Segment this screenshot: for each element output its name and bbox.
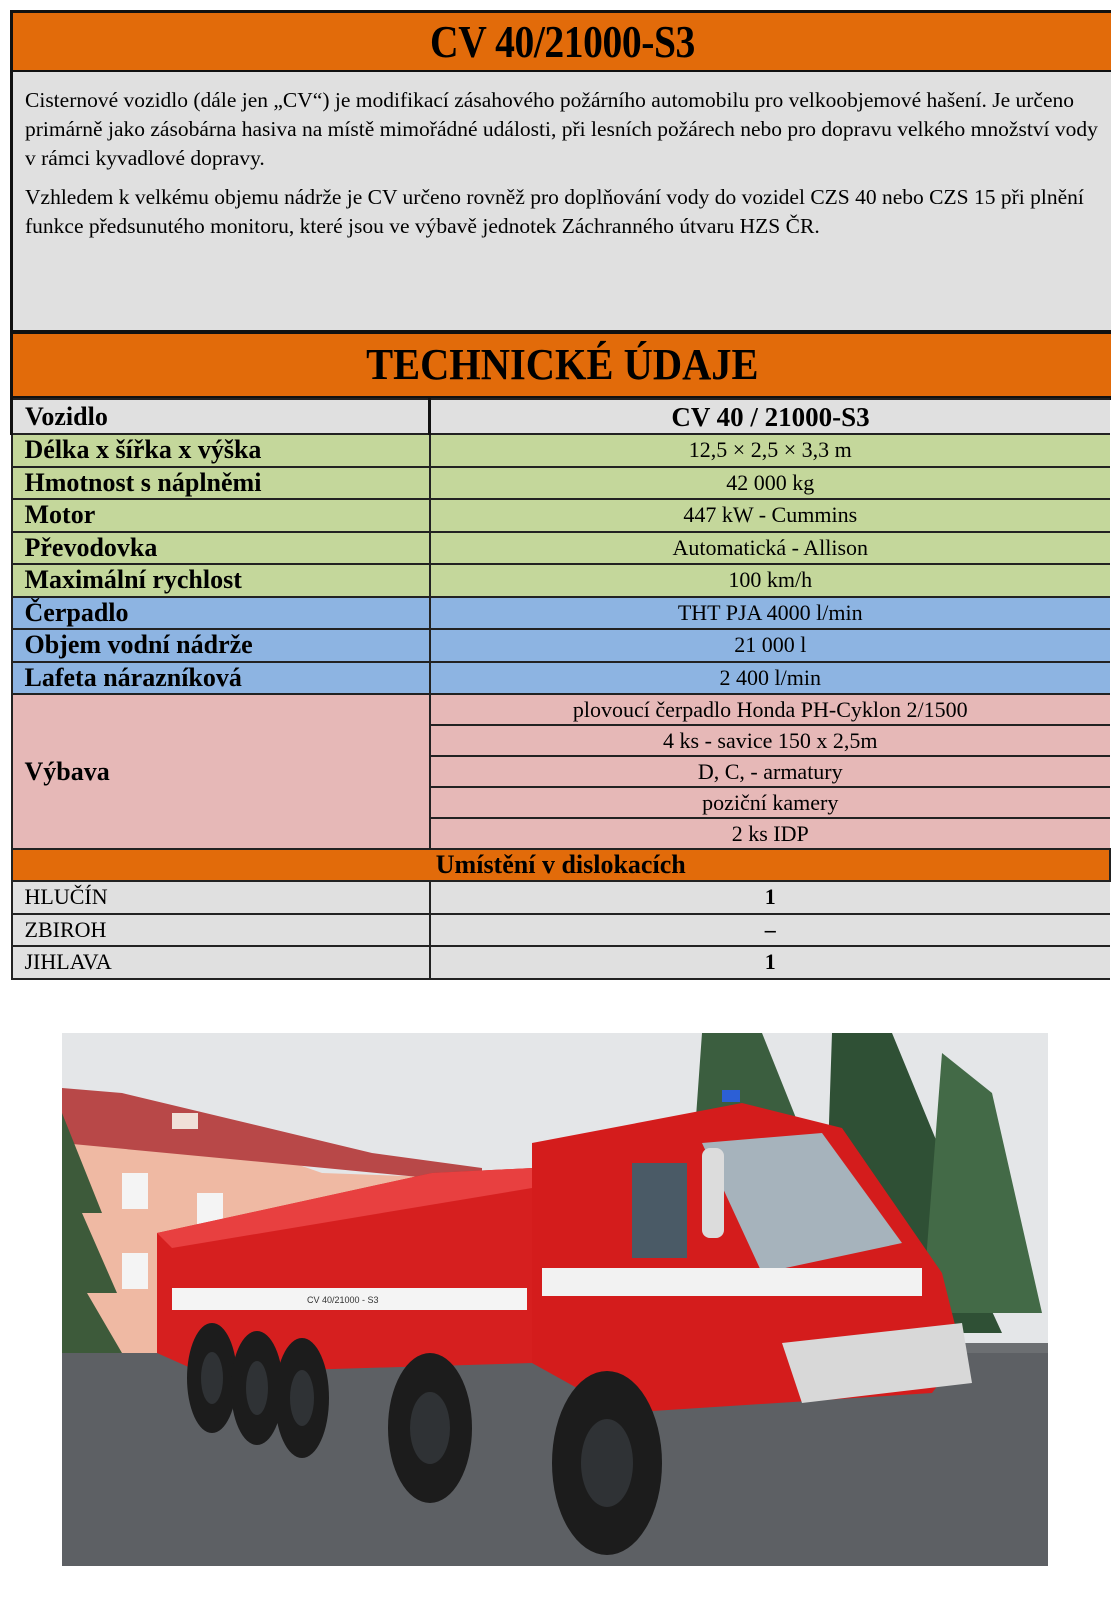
table-row	[12, 662, 1111, 695]
intro-section	[10, 72, 1111, 332]
equipment-item: plovoucí čerpadlo Honda PH-Cyklon 2/1500	[430, 694, 1111, 725]
table-row-vehicle	[12, 399, 1111, 434]
spec-value: 447 kW - Cummins	[430, 499, 1111, 532]
spec-value: CV 40 / 21000-S3	[430, 399, 1111, 434]
spec-value: Automatická - Allison	[430, 532, 1111, 565]
table-row	[12, 467, 1111, 500]
spec-value: 2 400 l/min	[430, 662, 1111, 695]
location-count: 1	[430, 946, 1111, 979]
intro-paragraph-2: Vzhledem k velkému objemu nádrže je CV určeno rovněž pro doplňování vody do vozidel CZS 40 nebo CZS 15 při plnění funkce předsunutého monitoru, které jsou ve výbavě jednotek Záchranného útvaru HZS ČR.	[25, 185, 1084, 238]
spec-value: 21 000 l	[430, 629, 1111, 662]
table-row	[12, 499, 1111, 532]
table-row-equipment	[12, 694, 1111, 725]
table-row-location	[12, 914, 1111, 947]
locations-heading-row	[12, 849, 1111, 881]
equipment-label: Výbava	[12, 694, 430, 849]
equipment-item: 4 ks - savice 150 x 2,5m	[430, 725, 1111, 756]
location-name: ZBIROH	[12, 914, 430, 947]
table-row	[12, 597, 1111, 630]
fire-truck-photo	[62, 1033, 1048, 1566]
spec-value: THT PJA 4000 l/min	[430, 597, 1111, 630]
spec-label: Vozidlo	[12, 399, 430, 434]
specs-table	[10, 398, 1111, 980]
truck-side-label: CV 40/21000 - S3	[307, 1295, 379, 1305]
table-row-location	[12, 946, 1111, 979]
spec-label: Lafeta nárazníková	[12, 662, 430, 695]
table-row	[12, 629, 1111, 662]
table-row-location	[12, 881, 1111, 914]
location-name: JIHLAVA	[12, 946, 430, 979]
table-row	[12, 434, 1111, 467]
spec-label: Maximální rychlost	[12, 564, 430, 597]
location-count: 1	[430, 881, 1111, 914]
intro-paragraph-1: Cisternové vozidlo (dále jen „CV“) je modifikací zásahového požárního automobilu pro velkoobjemové hašení. Je určeno primárně jako zásobárna hasiva na místě mimořádné události, při lesních požárech nebo pro dopravu velkého množství vody v rámci kyvadlové dopravy.	[25, 88, 1098, 170]
spec-label: Délka x šířka x výška	[12, 434, 430, 467]
spec-value: 42 000 kg	[430, 467, 1111, 500]
spec-label: Čerpadlo	[12, 597, 430, 630]
table-row	[12, 532, 1111, 565]
spec-label: Motor	[12, 499, 430, 532]
spec-label: Objem vodní nádrže	[12, 629, 430, 662]
title-bar	[10, 10, 1111, 73]
spec-label: Převodovka	[12, 532, 430, 565]
equipment-item: 2 ks IDP	[430, 818, 1111, 849]
table-row	[12, 564, 1111, 597]
tech-heading: TECHNICKÉ ÚDAJE	[365, 340, 759, 389]
tech-heading-bar	[10, 330, 1111, 400]
equipment-item: poziční kamery	[430, 787, 1111, 818]
spec-value: 12,5 × 2,5 × 3,3 m	[430, 434, 1111, 467]
spec-label: Hmotnost s náplněmi	[12, 467, 430, 500]
equipment-item: D, C, - armatury	[430, 756, 1111, 787]
location-name: HLUČÍN	[12, 881, 430, 914]
locations-heading: Umístění v dislokacích	[12, 849, 1111, 881]
spec-value: 100 km/h	[430, 564, 1111, 597]
document-title: CV 40/21000-S3	[429, 16, 695, 67]
location-count: –	[430, 914, 1111, 947]
